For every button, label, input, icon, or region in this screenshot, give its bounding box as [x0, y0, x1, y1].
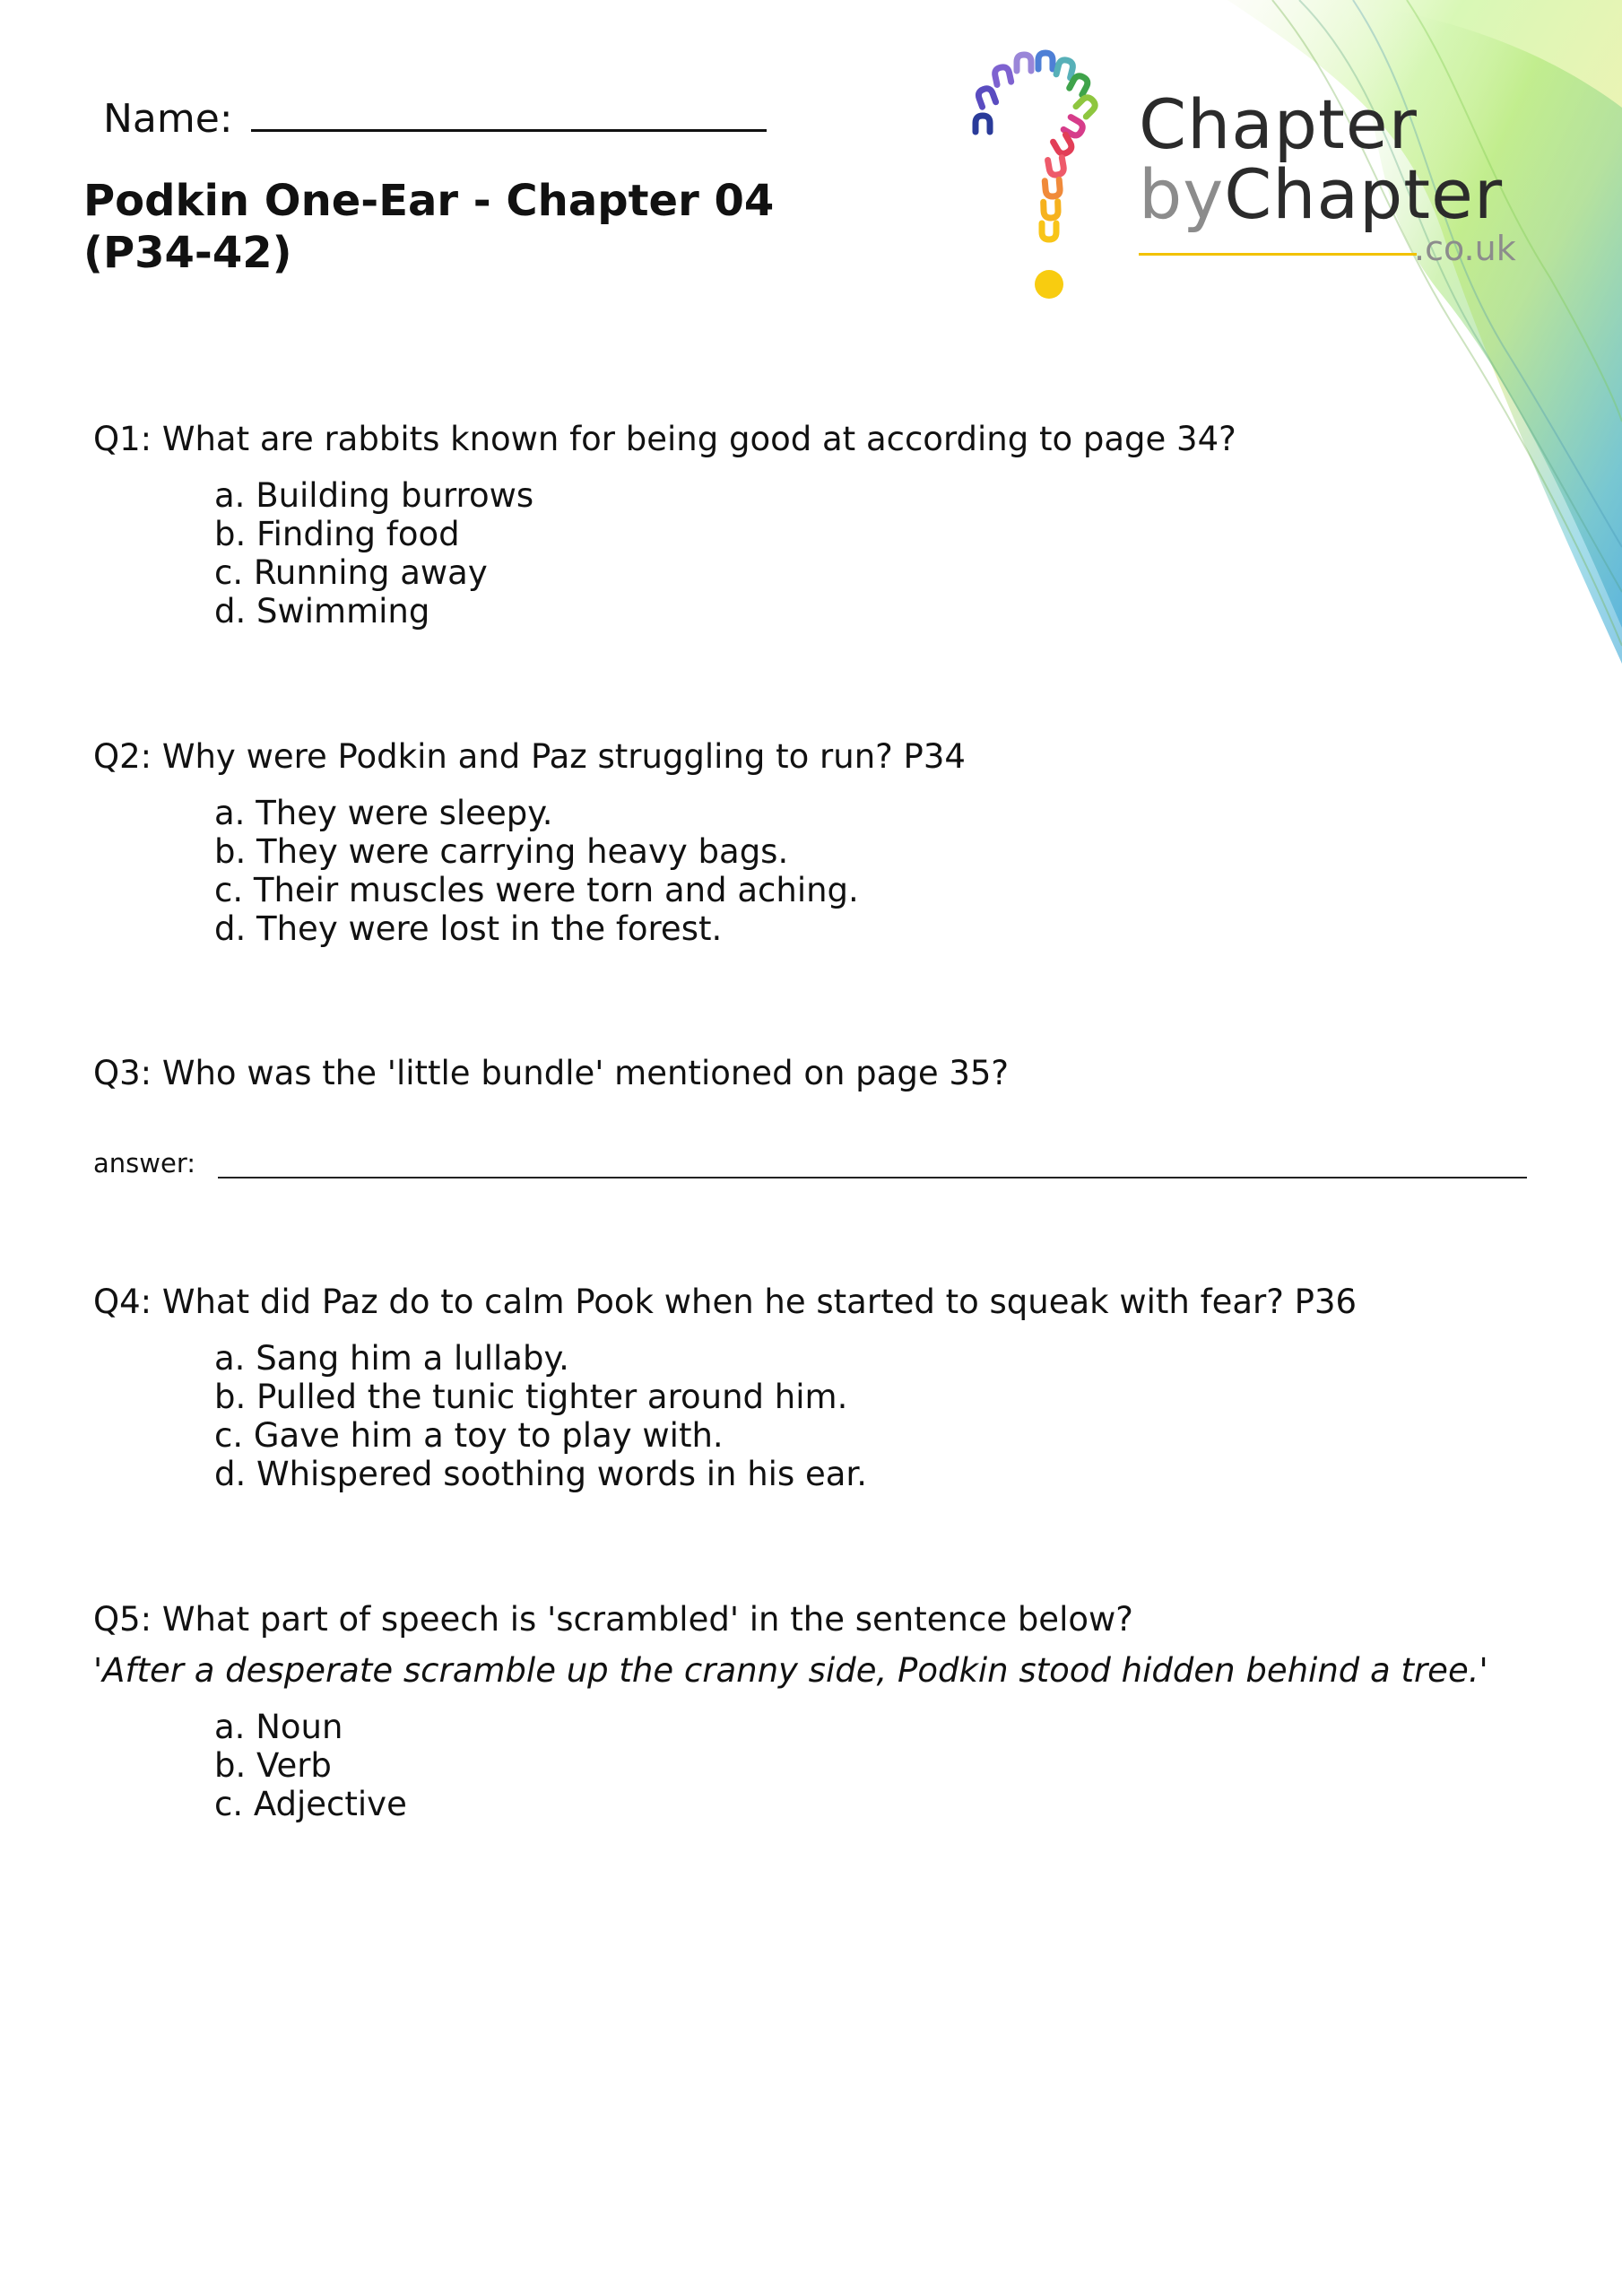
option-d[interactable]: d. Whispered soothing words in his ear. [214, 1455, 868, 1493]
option-b[interactable]: b. They were carrying heavy bags. [214, 832, 789, 871]
title-line-1: Podkin One-Ear - Chapter 04 [83, 176, 775, 226]
answer-underline[interactable] [218, 1159, 1527, 1178]
title-line-2: (P34-42) [83, 228, 292, 278]
logo-wordmark [1139, 84, 1504, 234]
question-text: Q3: Who was the 'little bundle' mentioned on page 35? [93, 1054, 1010, 1092]
option-b[interactable]: b. Finding food [214, 515, 460, 553]
quoted-sentence: 'After a desperate scramble up the cranny side, Podkin stood hidden behind a tree.' [93, 1651, 1488, 1690]
option-c[interactable]: c. Running away [214, 553, 488, 592]
question-3 [93, 1054, 1009, 1092]
question-text: Q4: What did Paz do to calm Pook when he started to squeak with fear? P36 [93, 1283, 1357, 1321]
option-a[interactable]: a. They were sleepy. [214, 794, 553, 832]
name-label: Name: [103, 96, 233, 142]
option-c[interactable]: c. Their muscles were torn and aching. [214, 871, 859, 909]
name-field[interactable] [103, 90, 767, 142]
option-a[interactable]: a. Noun [214, 1708, 343, 1746]
question-text: Q1: What are rabbits known for being good at according to page 34? [93, 420, 1236, 458]
page-title [83, 175, 801, 279]
question-2 [93, 737, 966, 948]
logo [959, 49, 1533, 318]
question-4 [93, 1283, 1357, 1493]
option-d[interactable]: d. They were lost in the forest. [214, 909, 723, 948]
question-5 [93, 1600, 1488, 1823]
answer-label: answer: [93, 1148, 196, 1178]
option-b[interactable]: b. Pulled the tunic tighter around him. [214, 1378, 848, 1416]
name-underline[interactable] [251, 90, 767, 132]
options-list [93, 476, 1236, 631]
question-1 [93, 420, 1236, 631]
option-c[interactable]: c. Adjective [214, 1785, 407, 1823]
options-list [93, 1708, 1488, 1823]
question-text: Q2: Why were Podkin and Paz struggling to run? P34 [93, 737, 966, 776]
logo-chapter-word: Chapter [1139, 84, 1418, 164]
logo-suffix: .co.uk [1414, 229, 1516, 268]
options-list [93, 794, 966, 948]
options-list [93, 1339, 1357, 1493]
logo-chapter-word-2: Chapter [1224, 154, 1504, 234]
option-b[interactable]: b. Verb [214, 1746, 332, 1785]
option-a[interactable]: a. Building burrows [214, 476, 534, 515]
logo-by-word: by [1139, 154, 1225, 234]
option-a[interactable]: a. Sang him a lullaby. [214, 1339, 569, 1378]
answer-field[interactable] [93, 1148, 1527, 1178]
option-c[interactable]: c. Gave him a toy to play with. [214, 1416, 724, 1455]
logo-rule [1139, 253, 1417, 256]
logo-by-chapter [1139, 154, 1504, 234]
option-d[interactable]: d. Swimming [214, 592, 430, 631]
question-text: Q5: What part of speech is 'scrambled' in the sentence below? [93, 1600, 1133, 1639]
logo-mark-icon [959, 49, 1139, 318]
